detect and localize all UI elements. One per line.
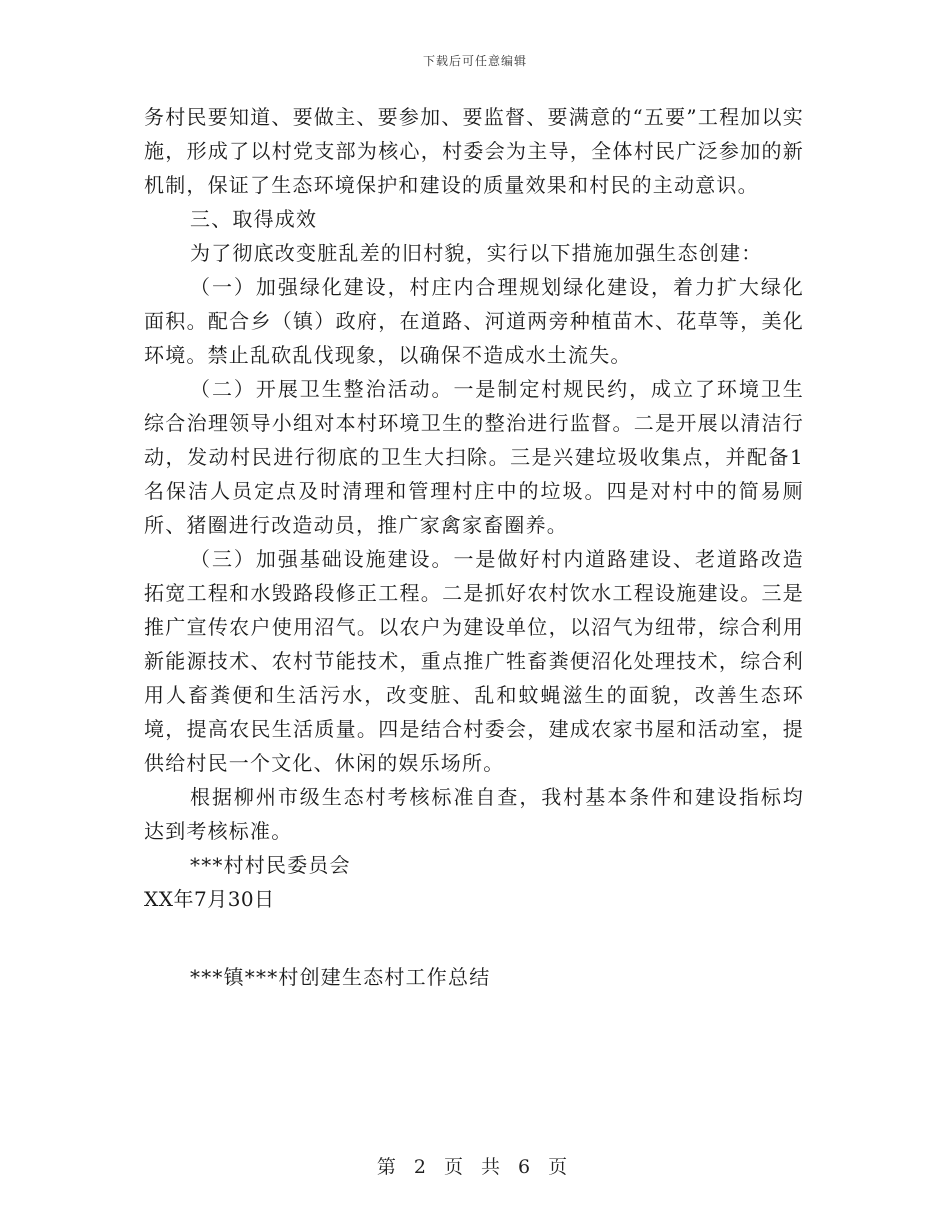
paragraph-greening: （一）加强绿化建设，村庄内合理规划绿化建设，着力扩大绿化面积。配合乡（镇）政府，在道路、河道两旁种植苗木、花草等，美化环境。禁止乱砍乱伐现象，以确保不造成水土流失。 [144,275,804,367]
signature-committee: ***村村民委员会 [190,853,351,877]
document-date: XX年7月30日 [144,887,275,911]
paragraph-continuation: 务村民要知道、要做主、要参加、要监督、要满意的“五要”工程加以实施，形成了以村党支部为核心，村委会为主导，全体村民广泛参加的新机制，保证了生态环境保护和建设的质量效果和村民的主动意识。 [144,105,804,197]
paragraph-intro-measures: 为了彻底改变脏乱差的旧村貌，实行以下措施加强生态创建： [190,241,763,265]
header-note: 下载后可任意编辑 [422,54,527,68]
section-heading-results: 三、取得成效 [190,207,318,231]
paragraph-infrastructure: （三）加强基础设施建设。一是做好村内道路建设、老道路改造拓宽工程和水毁路段修正工程。二是抓好农村饮水工程设施建设。三是推广宣传农户使用沼气。以农户为建设单位，以沼气为纽带，综合利用新能源技术、农村节能技术，重点推广牲畜粪便沼化处理技术，综合利用人畜粪便和生活污水，改变脏、乱和蚊蝇滋生的面貌，改善生态环境，提高农民生活质量。四是结合村委会，建成农家书屋和活动室，提供给村民一个文化、休闲的娱乐场所。 [144,547,804,775]
paragraph-conclusion: 根据柳州市级生态村考核标准自查，我村基本条件和建设指标均达到考核标准。 [144,785,804,843]
paragraph-sanitation: （二）开展卫生整治活动。一是制定村规民约，成立了环境卫生综合治理领导小组对本村环境卫生的整治进行监督。二是开展以清洁行动，发动村民进行彻底的卫生大扫除。三是兴建垃圾收集点，并配备1名保洁人员定点及时清理和管理村庄中的垃圾。四是对村中的简易厕所、猪圈进行改造动员，推广家禽家畜圈养。 [144,377,804,537]
section-spacer [144,916,804,960]
next-document-title: ***镇***村创建生态村工作总结 [190,965,491,989]
page-number-footer: 第 2 页 共 6 页 [376,1156,574,1178]
document-body [144,100,804,994]
